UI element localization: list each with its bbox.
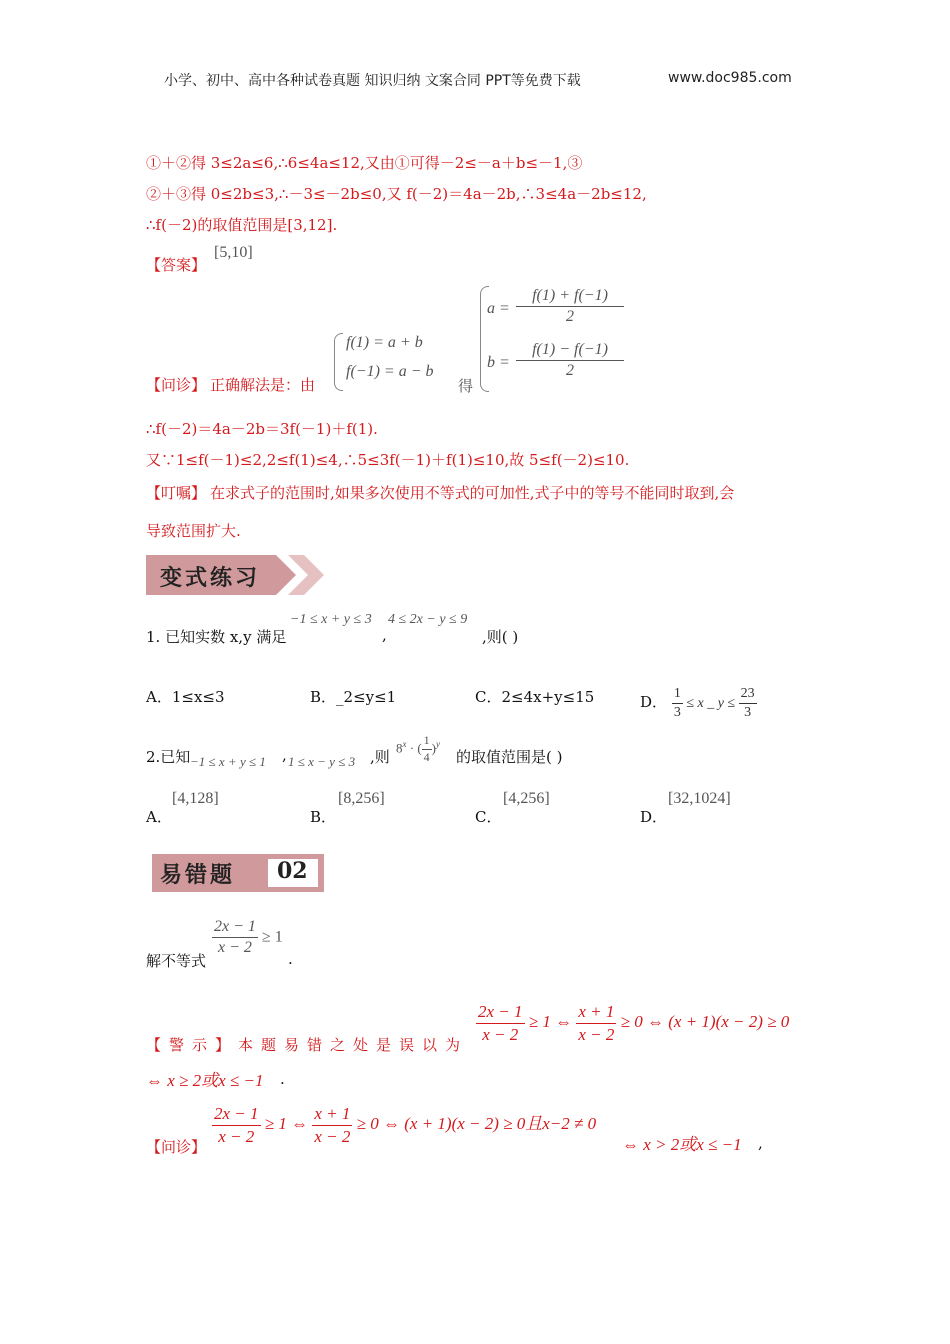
q2-cond2: 1 ≤ x − y ≤ 3 (288, 754, 356, 769)
diagnosis-text: 正确解法是：由 (210, 376, 316, 394)
diagnosis-line-3: 又∵1≤f(－1)≤2,2≤f(1)≤4,∴5≤3f(－1)＋f(1)≤10,故 5≤f(－2)≤10. (146, 451, 630, 469)
q2-expression: $8^x$ · ( $\frac{1}{4}$ )$^y$ (396, 733, 441, 764)
problem-text: 解不等式 (146, 952, 207, 970)
diagnosis2-label: 【问诊】 (146, 1138, 207, 1156)
reminder-line-2: 导致范围扩大. (146, 522, 241, 540)
diagnosis-de: 得 (458, 379, 474, 395)
q1-option-b[interactable]: B．_2≤y≤1 (310, 688, 397, 706)
q1-option-a[interactable]: A．1≤x≤3 (146, 688, 225, 706)
diagnosis2-end: , (758, 1134, 763, 1152)
q1-option-d[interactable]: D． $\frac{1}{3}$ ≤ x _ y ≤ $\frac{23}{3}$ (640, 686, 755, 721)
error-banner-title: 易错题 (160, 862, 236, 888)
b-fraction: $\frac{f(1) - f(-1)}{2}$ (516, 341, 624, 381)
a-lhs: a = (487, 300, 510, 317)
a-fraction: $\frac{f(1) + f(-1)}{2}$ (516, 287, 624, 327)
warning-label: 【警示】 (146, 1036, 239, 1054)
q2-option-d-label[interactable]: D． (640, 808, 668, 826)
problem-fraction: $\frac{2x - 1}{x - 2}$ ≥ 1 (214, 918, 283, 957)
q2-option-a-value[interactable]: [4,128] (172, 790, 219, 807)
practice-banner-title: 变式练习 (160, 565, 261, 591)
system1-bottom: f(−1) = a − b (346, 363, 434, 380)
warning-line-2-end: . (280, 1070, 285, 1088)
q2-sep: , (282, 746, 287, 764)
header-left: 小学、初中、高中各种试卷真题 知识归纳 文案合同 PPT等免费下载 (164, 73, 581, 89)
header-url[interactable]: www.doc985.com (668, 70, 792, 86)
q2-stem: 2.已知 (146, 748, 191, 766)
problem-end: . (288, 950, 293, 968)
q2-tail: 的取值范围是( ) (456, 748, 563, 766)
diagnosis-label: 【问诊】 (146, 376, 207, 394)
q2-option-c-value[interactable]: [4,256] (503, 790, 550, 807)
q2-option-c-label[interactable]: C． (475, 808, 502, 826)
q2-then: ,则 (370, 748, 390, 766)
warning-text: 本题易错之处是误以为 (238, 1036, 469, 1054)
q1-tail: ,则( ) (482, 628, 519, 646)
q1-comma: , (382, 626, 387, 644)
solution-line-3: ∴f(－2)的取值范围是[3,12]. (146, 216, 338, 234)
solution-line-2: ②＋③得 0≤2b≤3,∴－3≤－2b≤0,又 f(－2)＝4a－2b,∴3≤4a－2b≤12, (146, 185, 647, 203)
q1-stem: 1. 已知实数 x,y 满足 (146, 628, 287, 646)
q2-option-a-label[interactable]: A． (146, 808, 172, 826)
q1-cond1: −1 ≤ x + y ≤ 3 (290, 612, 372, 627)
diagnosis-line-2: ∴f(－2)＝4a－2b＝3f(－1)＋f(1). (146, 420, 378, 438)
solution-line-1: ①＋②得 3≤2a≤6,∴6≤4a≤12,又由①可得－2≤－a＋b≤－1,③ (146, 154, 583, 172)
q2-option-b-label[interactable]: B． (310, 808, 337, 826)
answer-value: [5,10] (214, 244, 253, 261)
system1-top: f(1) = a + b (346, 334, 423, 351)
reminder-line-1: 在求式子的范围时,如果多次使用不等式的可加性,式子中的等号不能同时取到,会 (210, 484, 735, 502)
q2-cond1: −1 ≤ x + y ≤ 1 (190, 754, 266, 769)
system-brace-1 (334, 333, 343, 391)
q1-option-c[interactable]: C．2≤4x+y≤15 (475, 688, 595, 706)
error-banner-number: 02 (277, 858, 308, 884)
warning-math: $\frac{2x - 1}{x - 2}$ ≥ 1 ⇔ $\frac{x + 1}{x - 2}$ ≥ 0 ⇔ (x + 1)(x − 2) ≥ 0 (478, 1002, 790, 1044)
answer-label: 【答案】 (146, 256, 207, 274)
diagnosis2-result: ⇔ x > 2或x ≤ −1 (622, 1135, 742, 1154)
diagnosis2-math: $\frac{2x - 1}{x - 2}$ ≥ 1 ⇔ $\frac{x + 1}{x - 2}$ ≥ 0 ⇔ (x + 1)(x − 2) ≥ 0且x−2 ≠ 0 (214, 1104, 597, 1146)
reminder-label: 【叮嘱】 (146, 484, 207, 502)
q1-cond2: 4 ≤ 2x − y ≤ 9 (388, 612, 468, 627)
q2-option-d-value[interactable]: [32,1024] (668, 790, 731, 807)
b-lhs: b = (487, 354, 510, 371)
warning-line-2: ⇔ x ≥ 2或x ≤ −1 (146, 1071, 264, 1090)
q2-option-b-value[interactable]: [8,256] (338, 790, 385, 807)
